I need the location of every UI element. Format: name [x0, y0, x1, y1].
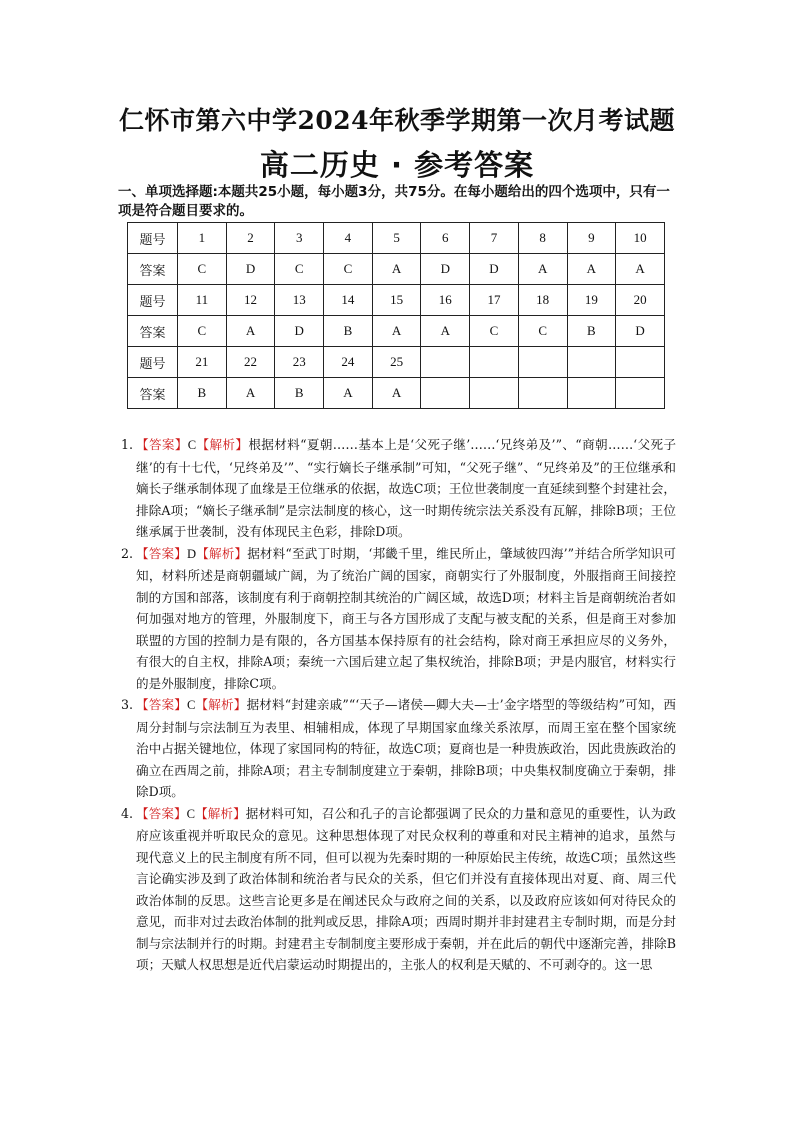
question-number-cell: 24: [324, 347, 373, 378]
answer-cell: C: [324, 254, 373, 285]
answer-cell: A: [372, 316, 421, 347]
label-question: 题号: [128, 223, 178, 254]
question-number-cell: 4: [324, 223, 373, 254]
question-number-cell: 10: [616, 223, 665, 254]
answer-cell: [616, 378, 665, 409]
explanation-text: 根据材料“夏朝……基本上是‘父死子继’……‘兄终弟及’”、“商朝……‘父死子继’的有十七代，‘兄终弟及’”、“实行嫡长子继承制”可知，“父死子继”、“兄终弟及”的王位继承和嫡长子继承制体现了血缘是王位继承的依据，故选C项；王位世袭制度一直延续到整个封建社会，排除A项；“嫡长子继承制”是宗法制度的核心，这一时期传统宗法关系没有瓦解，排除B项；王位继承属于世袭制，没有体现民主色彩，排除D项。: [136, 437, 677, 539]
question-number-cell: [518, 347, 567, 378]
answer-cell: [518, 378, 567, 409]
answer-tag: 【答案】: [136, 437, 188, 452]
answer-table: [127, 222, 665, 409]
label-answer: 答案: [128, 378, 178, 409]
question-number-cell: 20: [616, 285, 665, 316]
question-number-cell: 23: [275, 347, 324, 378]
question-number-cell: 2: [226, 223, 275, 254]
answer-cell: B: [275, 378, 324, 409]
question-number-cell: [470, 347, 519, 378]
answer-row: [128, 254, 665, 285]
answer-cell: A: [421, 316, 470, 347]
explanation-number: 4.: [121, 805, 134, 821]
analysis-tag: 【解析】: [195, 805, 246, 821]
answer-cell: D: [616, 316, 665, 347]
answer-cell: C: [518, 316, 567, 347]
exam-title: 仁怀市第六中学2024年秋季学期第一次月考试题: [118, 106, 676, 135]
question-number-cell: 6: [421, 223, 470, 254]
question-number-cell: 19: [567, 285, 616, 316]
answer-cell: B: [178, 378, 227, 409]
question-number-cell: 7: [470, 223, 519, 254]
question-number-cell: 3: [275, 223, 324, 254]
answer-cell: B: [324, 316, 373, 347]
answer-cell: A: [616, 254, 665, 285]
label-answer: 答案: [128, 254, 178, 285]
question-number-cell: 14: [324, 285, 373, 316]
question-number-cell: 15: [372, 285, 421, 316]
question-number-row: [128, 347, 665, 378]
answer-row: [128, 378, 665, 409]
explanation-item: [121, 543, 676, 695]
label-question: 题号: [128, 347, 178, 378]
question-number-cell: [421, 347, 470, 378]
question-number-cell: 12: [226, 285, 275, 316]
explanation-item: [121, 434, 676, 543]
explanation-item: [121, 694, 676, 803]
answer-cell: A: [567, 254, 616, 285]
answer-cell: D: [470, 254, 519, 285]
answer-cell: [567, 378, 616, 409]
answer-cell: A: [226, 316, 275, 347]
analysis-tag: 【解析】: [195, 697, 247, 712]
answer-letter: D: [186, 546, 197, 561]
explanation-number: 2.: [121, 545, 134, 561]
answer-cell: [470, 378, 519, 409]
explanation-text: 据材料“封建亲戚”“‘天子—诸侯—卿大夫—士’金字塔型的等级结构”可知，西周分封制与宗法制互为表里、相辅相成，体现了早期国家血缘关系浓厚，而周王室在整个国家统治中占据关键地位，体现了家国同构的特征，故选C项；夏商也是一种贵族政治，因此贵族政治的确立在西周之前，排除A项；君主专制制度建立于秦朝，排除B项；中央集权制度确立于秦朝，排除D项。: [136, 697, 677, 799]
answer-cell: B: [567, 316, 616, 347]
answer-tag: 【答案】: [136, 697, 187, 712]
label-answer: 答案: [128, 316, 178, 347]
answer-cell: C: [275, 254, 324, 285]
question-number-cell: 8: [518, 223, 567, 254]
answer-row: [128, 316, 665, 347]
question-number-cell: 25: [372, 347, 421, 378]
answer-cell: C: [178, 254, 227, 285]
exam-subtitle: 高二历史 · 参考答案: [259, 148, 535, 182]
answer-cell: D: [226, 254, 275, 285]
question-number-cell: 5: [372, 223, 421, 254]
answer-cell: A: [372, 378, 421, 409]
explanation-list: [121, 434, 676, 976]
question-number-cell: 13: [275, 285, 324, 316]
question-number-cell: 9: [567, 223, 616, 254]
answer-cell: D: [421, 254, 470, 285]
explanation-item: [121, 803, 676, 976]
answer-cell: A: [518, 254, 567, 285]
question-number-cell: 16: [421, 285, 470, 316]
answer-cell: C: [178, 316, 227, 347]
question-number-row: [128, 223, 665, 254]
answer-cell: [421, 378, 470, 409]
question-number-cell: [567, 347, 616, 378]
answer-cell: C: [470, 316, 519, 347]
answer-letter: C: [186, 806, 196, 821]
explanation-text: 据材料可知，召公和孔子的言论都强调了民众的力量和意见的重要性，认为政府应该重视并听取民众的意见。这种思想体现了对民众权利的尊重和对民主精神的追求，虽然与现代意义上的民主制度有所不同，但可以视为先秦时期的一种原始民主传统，故选C项；虽然这些言论确实涉及到了政治体制和统治者与民众的关系，但它们并没有直接体现出对夏、商、周三代政治体制的反思。这些言论更多是在阐述民众与政府之间的关系，以及政府应该如何对待民众的意见，而非对过去政治体制的批判或反思，排除A项；西周时期并非封建君主专制时期，而是分封制与宗法制并行的时期。封建君主专制制度主要形成于秦朝，并在此后的朝代中逐渐完善，排除B项；天赋人权思想是近代启蒙运动时期提出的，主张人的权利是天赋的、不可剥夺的。这一思: [136, 805, 677, 972]
answer-tag: 【答案】: [136, 545, 187, 561]
question-number-cell: 17: [470, 285, 519, 316]
answer-cell: A: [372, 254, 421, 285]
answer-cell: A: [324, 378, 373, 409]
explanation-number: 3.: [121, 697, 134, 712]
question-number-cell: [616, 347, 665, 378]
answer-letter: C: [187, 698, 196, 712]
question-number-cell: 11: [178, 285, 227, 316]
explanation-text: 据材料“至武丁时期，‘邦畿千里，维民所止，肇域彼四海’”并结合所学知识可知，材料所述是商朝疆域广阔，为了统治广阔的国家，商朝实行了外服制度，外服指商王间接控制的方国和部落，该制度有利于商朝控制其统治的广阔区域，故选D项；材料主旨是商朝统治者如何加强对地方的管理，外服制度下，商王与各方国形成了支配与被支配的关系，但是商王对参加联盟的方国的控制力是有限的，各方国基本保持原有的社会结构，除对商王承担应尽的义务外，有很大的自主权，排除A项；秦统一六国后建立起了集权统治，排除B项；尹是内服官，材料实行的是外服制度，排除C项。: [136, 545, 677, 691]
question-number-cell: 1: [178, 223, 227, 254]
label-question: 题号: [128, 285, 178, 316]
section-instruction: 一、单项选择题:本题共25小题，每小题3分，共75分。在每小题给出的四个选项中，只有一项是符合题目要求的。: [118, 184, 670, 219]
answer-letter: C: [187, 438, 197, 452]
question-number-cell: 21: [178, 347, 227, 378]
answer-cell: A: [226, 378, 275, 409]
answer-tag: 【答案】: [136, 805, 187, 821]
analysis-tag: 【解析】: [196, 545, 248, 561]
answer-cell: D: [275, 316, 324, 347]
question-number-cell: 18: [518, 285, 567, 316]
question-number-cell: 22: [226, 347, 275, 378]
analysis-tag: 【解析】: [196, 437, 249, 452]
question-number-row: [128, 285, 665, 316]
explanation-number: 1.: [121, 437, 134, 452]
